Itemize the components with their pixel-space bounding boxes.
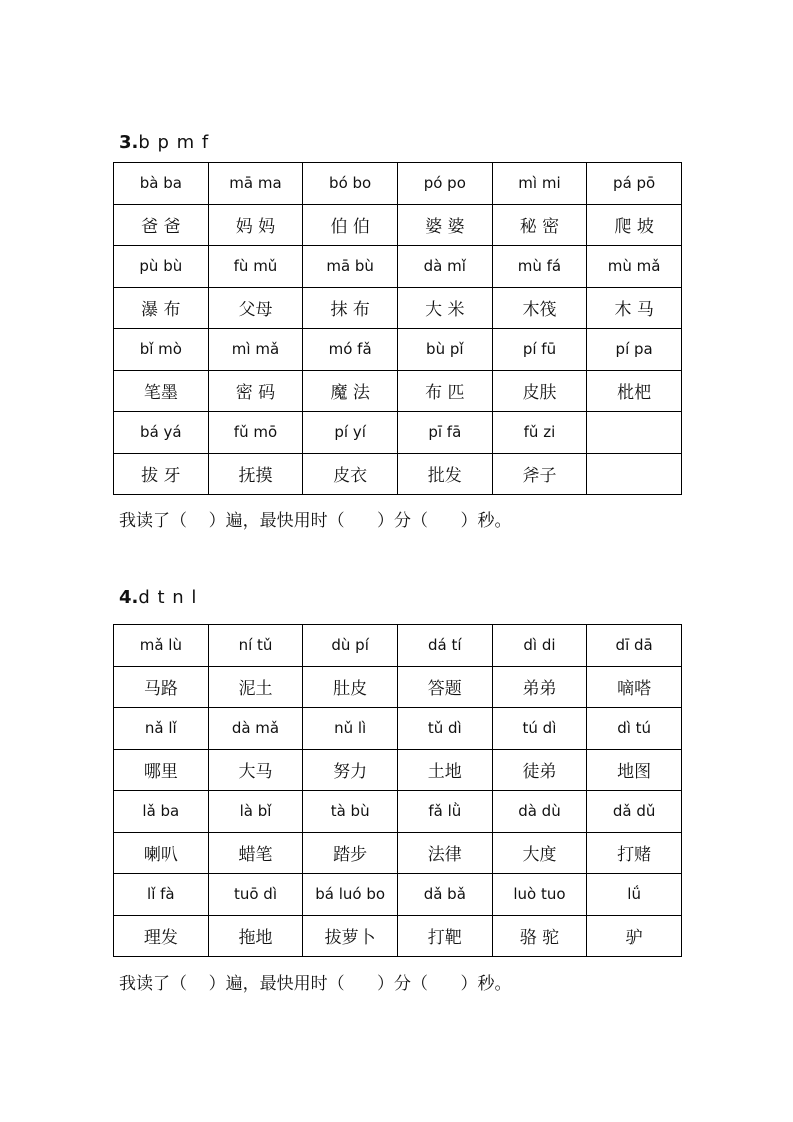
hanzi-cell: 答题: [397, 666, 492, 708]
pinyin-cell: lǐ fà: [114, 874, 209, 916]
pinyin-cell: dì di: [492, 625, 587, 667]
pinyin-cell: bà ba: [114, 163, 209, 205]
hanzi-cell: 地图: [587, 749, 682, 791]
hanzi-row: [114, 832, 682, 874]
pinyin-cell: dá tí: [397, 625, 492, 667]
hanzi-cell: 打赌: [587, 832, 682, 874]
pinyin-cell: mù mǎ: [587, 246, 682, 288]
pinyin-row: [114, 791, 682, 833]
hanzi-cell: 拔萝卜: [303, 915, 398, 957]
hanzi-cell: 弟弟: [492, 666, 587, 708]
pinyin-row: [114, 708, 682, 750]
pinyin-cell: tú dì: [492, 708, 587, 750]
hanzi-cell: 法律: [397, 832, 492, 874]
pinyin-cell: mā ma: [208, 163, 303, 205]
hanzi-cell: 爬 坡: [587, 204, 682, 246]
pinyin-word-table-bpmf: [113, 162, 682, 495]
pinyin-cell: mù fá: [492, 246, 587, 288]
hanzi-cell: 拔 牙: [114, 453, 209, 495]
pinyin-cell: mā bù: [303, 246, 398, 288]
hanzi-cell: 嘀嗒: [587, 666, 682, 708]
pinyin-cell: là bǐ: [208, 791, 303, 833]
hanzi-cell: 抹 布: [303, 287, 398, 329]
pinyin-cell: pī fā: [397, 412, 492, 454]
pinyin-cell: bá luó bo: [303, 874, 398, 916]
hanzi-cell: 木 马: [587, 287, 682, 329]
section-title-bpmf: [119, 133, 209, 153]
hanzi-cell: 魔 法: [303, 370, 398, 412]
pinyin-cell: pó po: [397, 163, 492, 205]
hanzi-cell: 肚皮: [303, 666, 398, 708]
section-letters: d t n l: [138, 587, 198, 608]
pinyin-cell: dà mǐ: [397, 246, 492, 288]
hanzi-cell: 泥土: [208, 666, 303, 708]
section-title-dtnl: [119, 588, 197, 608]
hanzi-cell: 抚摸: [208, 453, 303, 495]
hanzi-cell: 马路: [114, 666, 209, 708]
pinyin-cell: pí pa: [587, 329, 682, 371]
hanzi-cell: 拖地: [208, 915, 303, 957]
hanzi-row: [114, 915, 682, 957]
hanzi-cell: 大度: [492, 832, 587, 874]
pinyin-cell: fù mǔ: [208, 246, 303, 288]
pinyin-cell: lǎ ba: [114, 791, 209, 833]
hanzi-cell: 妈 妈: [208, 204, 303, 246]
pinyin-cell: tuō dì: [208, 874, 303, 916]
hanzi-cell: 批发: [397, 453, 492, 495]
hanzi-cell: 努力: [303, 749, 398, 791]
pinyin-cell: lǘ: [587, 874, 682, 916]
pinyin-cell: dà dù: [492, 791, 587, 833]
pinyin-cell: dì tú: [587, 708, 682, 750]
pinyin-cell: mì mi: [492, 163, 587, 205]
pinyin-cell: mì mǎ: [208, 329, 303, 371]
pinyin-row: [114, 329, 682, 371]
pinyin-row: [114, 246, 682, 288]
hanzi-cell: 大马: [208, 749, 303, 791]
pinyin-cell: ní tǔ: [208, 625, 303, 667]
pinyin-cell: pá pō: [587, 163, 682, 205]
section-number: 4.: [119, 587, 139, 608]
hanzi-row: [114, 204, 682, 246]
hanzi-cell: 喇叭: [114, 832, 209, 874]
hanzi-row: [114, 370, 682, 412]
pinyin-row: [114, 412, 682, 454]
pinyin-cell: pí yí: [303, 412, 398, 454]
pinyin-cell: bǐ mò: [114, 329, 209, 371]
hanzi-cell: 打靶: [397, 915, 492, 957]
pinyin-cell: mǎ lù: [114, 625, 209, 667]
hanzi-row: [114, 749, 682, 791]
pinyin-cell: tà bù: [303, 791, 398, 833]
hanzi-cell: 理发: [114, 915, 209, 957]
pinyin-cell: fǔ mō: [208, 412, 303, 454]
pinyin-cell: fǔ zi: [492, 412, 587, 454]
reading-record-line: 我读了（ ）遍，最快用时（ ）分（ ）秒。: [119, 974, 512, 994]
hanzi-cell: 皮肤: [492, 370, 587, 412]
pinyin-cell: bù pǐ: [397, 329, 492, 371]
hanzi-cell: 驴: [587, 915, 682, 957]
hanzi-row: [114, 666, 682, 708]
pinyin-cell: mó fǎ: [303, 329, 398, 371]
hanzi-cell: 秘 密: [492, 204, 587, 246]
hanzi-cell: 木筏: [492, 287, 587, 329]
hanzi-cell: 哪里: [114, 749, 209, 791]
hanzi-cell: 布 匹: [397, 370, 492, 412]
hanzi-cell: 枇杷: [587, 370, 682, 412]
pinyin-cell: pù bù: [114, 246, 209, 288]
pinyin-word-table-dtnl: [113, 624, 682, 957]
pinyin-cell: dù pí: [303, 625, 398, 667]
pinyin-cell: fǎ lǜ: [397, 791, 492, 833]
hanzi-cell: 土地: [397, 749, 492, 791]
pinyin-cell: tǔ dì: [397, 708, 492, 750]
hanzi-row: [114, 287, 682, 329]
hanzi-row: [114, 453, 682, 495]
reading-record-line: 我读了（ ）遍，最快用时（ ）分（ ）秒。: [119, 511, 512, 531]
hanzi-cell: 伯 伯: [303, 204, 398, 246]
pinyin-cell: dǎ bǎ: [397, 874, 492, 916]
pinyin-cell: nǔ lì: [303, 708, 398, 750]
hanzi-cell: [587, 453, 682, 495]
hanzi-cell: 密 码: [208, 370, 303, 412]
pinyin-cell: bó bo: [303, 163, 398, 205]
hanzi-cell: 皮衣: [303, 453, 398, 495]
pinyin-cell: dà mǎ: [208, 708, 303, 750]
hanzi-cell: 斧子: [492, 453, 587, 495]
pinyin-cell: [587, 412, 682, 454]
section-letters: b p m f: [138, 132, 210, 153]
pinyin-row: [114, 163, 682, 205]
hanzi-cell: 骆 驼: [492, 915, 587, 957]
hanzi-cell: 蜡笔: [208, 832, 303, 874]
pinyin-cell: dī dā: [587, 625, 682, 667]
hanzi-cell: 父母: [208, 287, 303, 329]
pinyin-row: [114, 625, 682, 667]
pinyin-cell: nǎ lǐ: [114, 708, 209, 750]
section-number: 3.: [119, 132, 139, 153]
hanzi-cell: 笔墨: [114, 370, 209, 412]
hanzi-cell: 徒弟: [492, 749, 587, 791]
pinyin-row: [114, 874, 682, 916]
pinyin-cell: pí fū: [492, 329, 587, 371]
hanzi-cell: 大 米: [397, 287, 492, 329]
hanzi-cell: 踏步: [303, 832, 398, 874]
hanzi-cell: 爸 爸: [114, 204, 209, 246]
pinyin-cell: dǎ dǔ: [587, 791, 682, 833]
pinyin-cell: luò tuo: [492, 874, 587, 916]
hanzi-cell: 瀑 布: [114, 287, 209, 329]
hanzi-cell: 婆 婆: [397, 204, 492, 246]
pinyin-cell: bá yá: [114, 412, 209, 454]
